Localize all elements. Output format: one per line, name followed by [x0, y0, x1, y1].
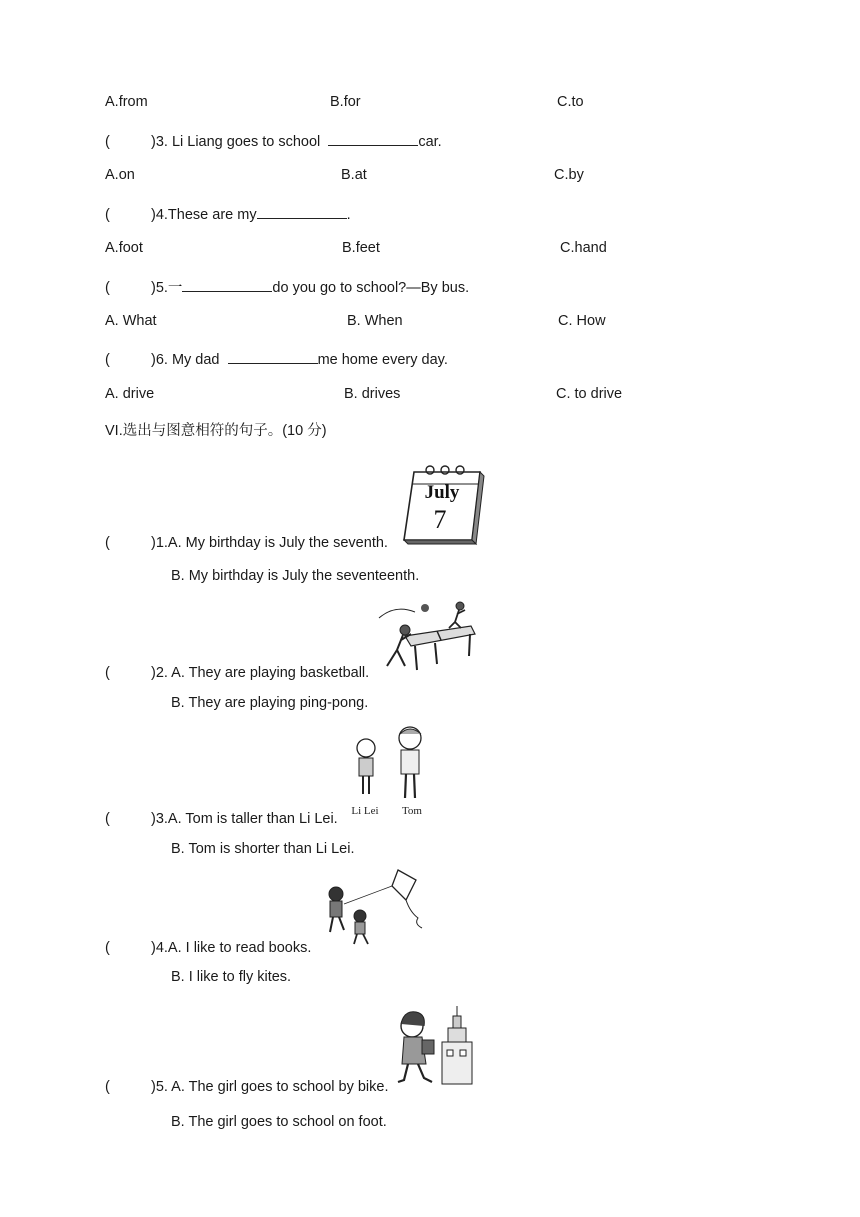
kite-picture: [322, 866, 426, 948]
option-a-text: )1.A. My birthday is July the seventh.: [151, 535, 388, 551]
option-b: B.feet: [342, 240, 380, 256]
option-c: C. How: [558, 313, 606, 329]
picture-item-3-a: [105, 810, 338, 828]
option-b: B.at: [341, 167, 367, 183]
calendar-day: 7: [433, 505, 447, 534]
option-c: C.to: [557, 94, 584, 110]
option-b: B. When: [347, 313, 403, 329]
ping-pong-picture: [375, 598, 477, 678]
picture-item-2-a: [105, 664, 369, 682]
picture-item-1-b: B. My birthday is July the seventeenth.: [171, 568, 420, 584]
label-li-lei: Li Lei: [351, 805, 379, 817]
option-b: B.for: [330, 94, 361, 110]
answer-paren[interactable]: (: [105, 811, 110, 827]
question-text: )3. Li Liang goes to school: [151, 134, 321, 150]
option-a: A. What: [105, 313, 157, 329]
option-a: A.from: [105, 94, 148, 110]
question-5: [105, 277, 469, 297]
picture-item-1-a: [105, 534, 388, 552]
question-text: )4.These are my: [151, 207, 257, 223]
picture-item-4-b: B. I like to fly kites.: [171, 969, 292, 985]
option-a-text: )3.A. Tom is taller than Li Lei.: [151, 811, 338, 827]
question-text-tail: .: [346, 207, 351, 223]
question-3: [105, 131, 442, 151]
answer-blank[interactable]: [228, 349, 318, 364]
option-a-text: )2. A. They are playing basketball.: [151, 665, 370, 681]
option-a: A.on: [105, 167, 135, 183]
option-a-text: )4.A. I like to read books.: [151, 940, 312, 956]
picture-item-2-b: B. They are playing ping-pong.: [171, 695, 369, 711]
option-b: B. drives: [344, 386, 401, 402]
picture-item-3-b: B. Tom is shorter than Li Lei.: [171, 841, 355, 857]
answer-blank[interactable]: [328, 131, 418, 146]
section-title: VI.选出与图意相符的句子。(10 分): [105, 423, 327, 439]
answer-paren[interactable]: (: [105, 940, 110, 956]
answer-paren[interactable]: (: [105, 207, 110, 223]
question-4: [105, 204, 351, 224]
question-text: )5.一: [151, 280, 183, 296]
calendar-picture: [400, 462, 486, 546]
question-text-tail: me home every day.: [317, 352, 448, 368]
answer-paren[interactable]: (: [105, 535, 110, 551]
answer-paren[interactable]: (: [105, 134, 110, 150]
height-comparison-picture: [344, 724, 434, 820]
answer-paren[interactable]: (: [105, 280, 110, 296]
answer-paren[interactable]: (: [105, 352, 110, 368]
picture-item-5-a: [105, 1078, 389, 1096]
option-a: A.foot: [105, 240, 143, 256]
picture-item-5-b: B. The girl goes to school on foot.: [171, 1114, 387, 1130]
calendar-month: July: [424, 482, 460, 503]
option-c: C.by: [554, 167, 584, 183]
question-6: [105, 349, 448, 369]
question-text: )6. My dad: [151, 352, 220, 368]
label-tom: Tom: [401, 805, 423, 817]
option-c: C. to drive: [556, 386, 623, 402]
option-a: A. drive: [105, 386, 155, 402]
question-text-tail: car.: [418, 134, 442, 150]
option-c: C.hand: [560, 240, 607, 256]
option-a-text: )5. A. The girl goes to school by bike.: [151, 1079, 389, 1095]
picture-item-4-a: [105, 939, 311, 957]
answer-paren[interactable]: (: [105, 665, 110, 681]
question-text-tail: do you go to school?—By bus.: [272, 280, 470, 296]
answer-blank[interactable]: [257, 204, 347, 219]
answer-paren[interactable]: (: [105, 1079, 110, 1095]
answer-blank[interactable]: [182, 277, 272, 292]
girl-walking-picture: [392, 1004, 476, 1088]
